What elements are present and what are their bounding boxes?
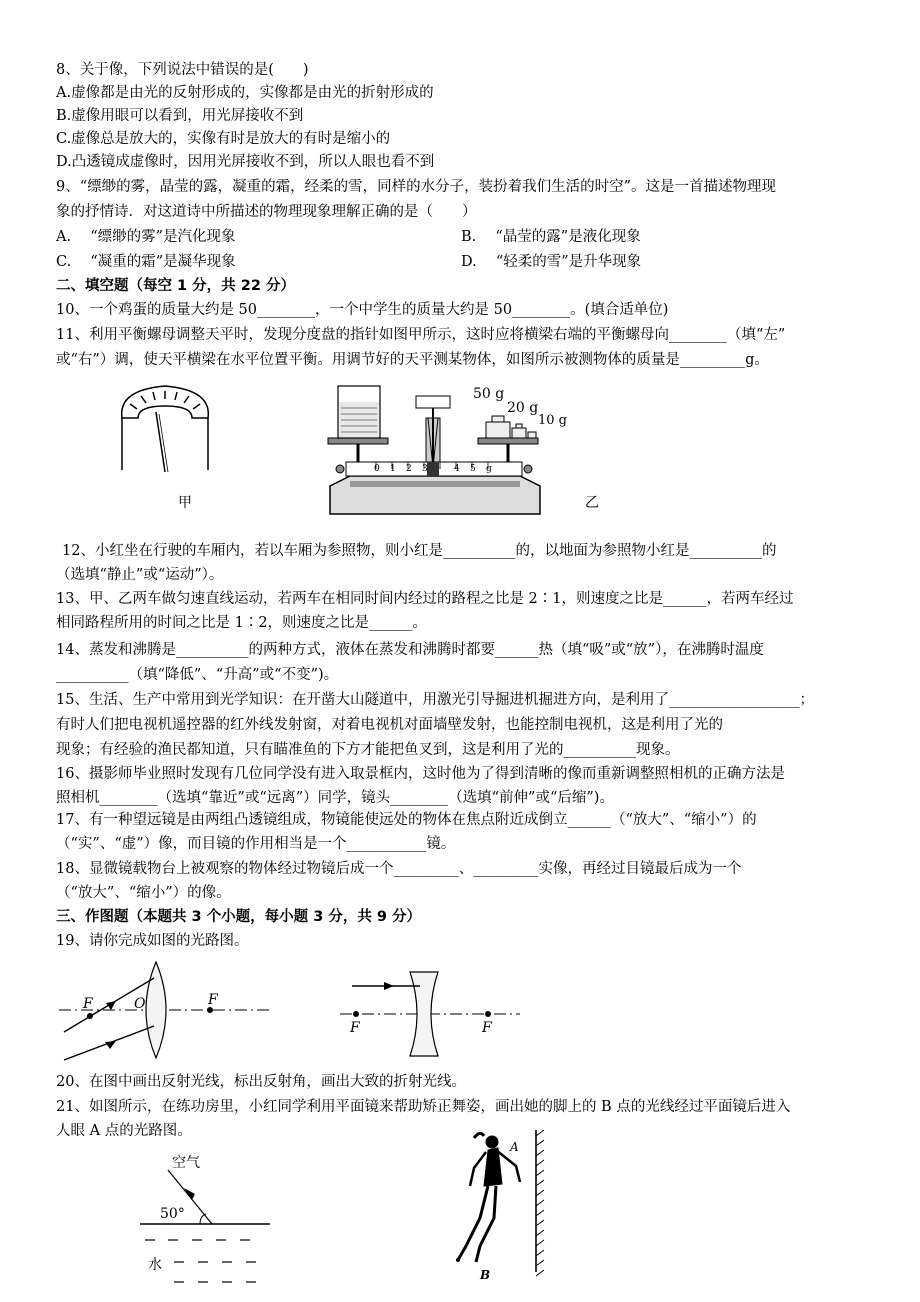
weight-10g-label: 10 g — [538, 413, 567, 428]
q17-line1: 17、有一种望远镜是由两组凸透镜组成，物镜能使远处的物体在焦点附近成倒立______（“放大”、“缩小”）的 — [56, 812, 757, 828]
q19: 19、请你完成如图的光路图。 — [56, 933, 249, 949]
concave-focal-right-label: F — [482, 1020, 492, 1036]
q13-line2: 相同路程所用的时间之比是 1∶2，则速度之比是______。 — [56, 615, 428, 631]
weight-20g-label: 20 g — [507, 400, 539, 416]
section-fill-in-heading: 二、填空题（每空 1 分，共 22 分） — [56, 278, 295, 294]
balance-dial-figure — [110, 382, 220, 472]
q9-option-c: C. “凝重的霜”是凝华现象 — [56, 254, 236, 270]
mirror-dancer-figure — [436, 1128, 556, 1278]
rider — [427, 462, 439, 476]
q15-line2: 有时人们把电视机遥控器的红外线发射窗，对着电视机对面墙壁发射，也能控制电视机，这是利用了光的 — [56, 717, 723, 733]
q21-line2: 人眼 A 点的光路图。 — [56, 1123, 192, 1139]
air-label: 空气 — [172, 1155, 200, 1171]
q12-line2: （选填“静止”或“运动”）。 — [56, 567, 224, 583]
figure-yi-label: 乙 — [585, 495, 599, 511]
q18-line1: 18、显微镜载物台上被观察的物体经过物镜后成一个_________、_________实像，再经过目镜最后成为一个 — [56, 861, 742, 877]
section-drawing-heading: 三、作图题（本题共 3 个小题，每小题 3 分，共 9 分） — [56, 909, 422, 925]
concave-lens-figure — [340, 970, 520, 1060]
q17-line2: （“实”、“虚”）像，而目镜的作用相当是一个___________镜。 — [56, 836, 456, 852]
focal-point-left-label: F — [83, 996, 93, 1012]
scale-tick-3: 3 — [422, 464, 428, 474]
q15-line3: 现象；有经验的渔民都知道，只有瞄准鱼的下方才能把鱼叉到，这是利用了光的__________现象。 — [56, 742, 680, 758]
q9-line2: 象的抒情诗．对这道诗中所描述的物理现象理解正确的是（ ） — [56, 204, 477, 220]
q9-option-b: B. “晶莹的露”是液化现象 — [461, 229, 641, 245]
scale-tick-4: 4 — [454, 464, 460, 474]
q14-line1: 14、蒸发和沸腾是__________的两种方式，液体在蒸发和沸腾时都要______热（填“吸”或“放”），在沸腾时温度 — [56, 642, 764, 658]
scale-tick-5: 5 — [470, 464, 476, 474]
q11-line2: 或“右”）调，使天平横梁在水平位置平衡。用调节好的天平测某物体，如图所示被测物体的质量是_________g。 — [56, 352, 769, 368]
q8-option-b: B.虚像用眼可以看到，用光屏接收不到 — [56, 108, 304, 124]
q18-line2: （“放大”、“缩小”）的像。 — [56, 885, 231, 901]
q8-stem: 8、关于像，下列说法中错误的是( ) — [56, 62, 309, 78]
q9-option-d: D. “轻柔的雪”是升华现象 — [461, 254, 642, 270]
q10: 10、一个鸡蛋的质量大约是 50________，一个中学生的质量大约是 50________。(填合适单位) — [56, 302, 669, 318]
q20: 20、在图中画出反射光线，标出反射角，画出大致的折射光线。 — [56, 1074, 466, 1090]
q15-line1: 15、生活、生产中常用到光学知识：在开凿大山隧道中，用激光引导掘进机掘进方向，是利用了__________________； — [56, 692, 814, 708]
q14-line2: __________（填“降低”、“升高”或“不变”)。 — [56, 667, 339, 683]
scale-tick-0: 0 — [374, 464, 380, 474]
q16-line1: 16、摄影师毕业照时发现有几位同学没有进入取景框内，这时他为了得到清晰的像而重新调整照相机的正确方法是 — [56, 766, 785, 782]
scale-unit-g: g — [486, 464, 492, 474]
weight-50g-label: 50 g — [473, 386, 505, 402]
water-label: 水 — [148, 1257, 162, 1273]
figure-jia-label: 甲 — [178, 495, 192, 511]
optical-center-label: O — [134, 996, 146, 1012]
q9-option-a: A. “缥缈的雾”是汽化现象 — [56, 229, 236, 245]
q16-line2: 照相机________（选填“靠近”或“远离”）同学，镜头________（选填“前伸”或“后缩”)。 — [56, 790, 614, 806]
focal-point-right-label: F — [208, 992, 218, 1008]
q13-line1: 13、甲、乙两车做匀速直线运动，若两车在相同时间内经过的路程之比是 2∶1，则速度之比是______，若两车经过 — [56, 591, 794, 607]
q8-option-a: A.虚像都是由光的反射形成的，实像都是由光的折射形成的 — [56, 85, 434, 101]
q8-option-c: C.虚像总是放大的，实像有时是放大的有时是缩小的 — [56, 131, 391, 147]
incident-angle-label: 50° — [160, 1206, 185, 1222]
q8-option-d: D.凸透镜成虚像时，因用光屏接收不到，所以人眼也看不到 — [56, 154, 435, 170]
q21-line1: 21、如图所示，在练功房里，小红同学利用平面镜来帮助矫正舞姿，画出她的脚上的 B 点的光线经过平面镜后进入 — [56, 1099, 791, 1115]
scale-tick-2: 2 — [406, 464, 412, 474]
scale-tick-1: 1 — [390, 464, 396, 474]
concave-focal-left-label: F — [350, 1020, 360, 1036]
point-a-label: A — [510, 1140, 519, 1154]
q9-line1: 9、“缥缈的雾，晶莹的露，凝重的霜，经柔的雪，同样的水分子，装扮着我们生活的时空”。这是一首描述物理现 — [56, 179, 777, 195]
q11-line1: 11、利用平衡螺母调整天平时，发现分度盘的指针如图甲所示，这时应将横梁右端的平衡螺母向________（填“左” — [56, 327, 786, 343]
convex-lens — [146, 962, 166, 1058]
point-b-label: B — [480, 1268, 491, 1282]
q12-line1: 12、小红坐在行驶的车厢内，若以车厢为参照物，则小红是__________的，以地面为参照物小红是__________的 — [62, 543, 777, 559]
